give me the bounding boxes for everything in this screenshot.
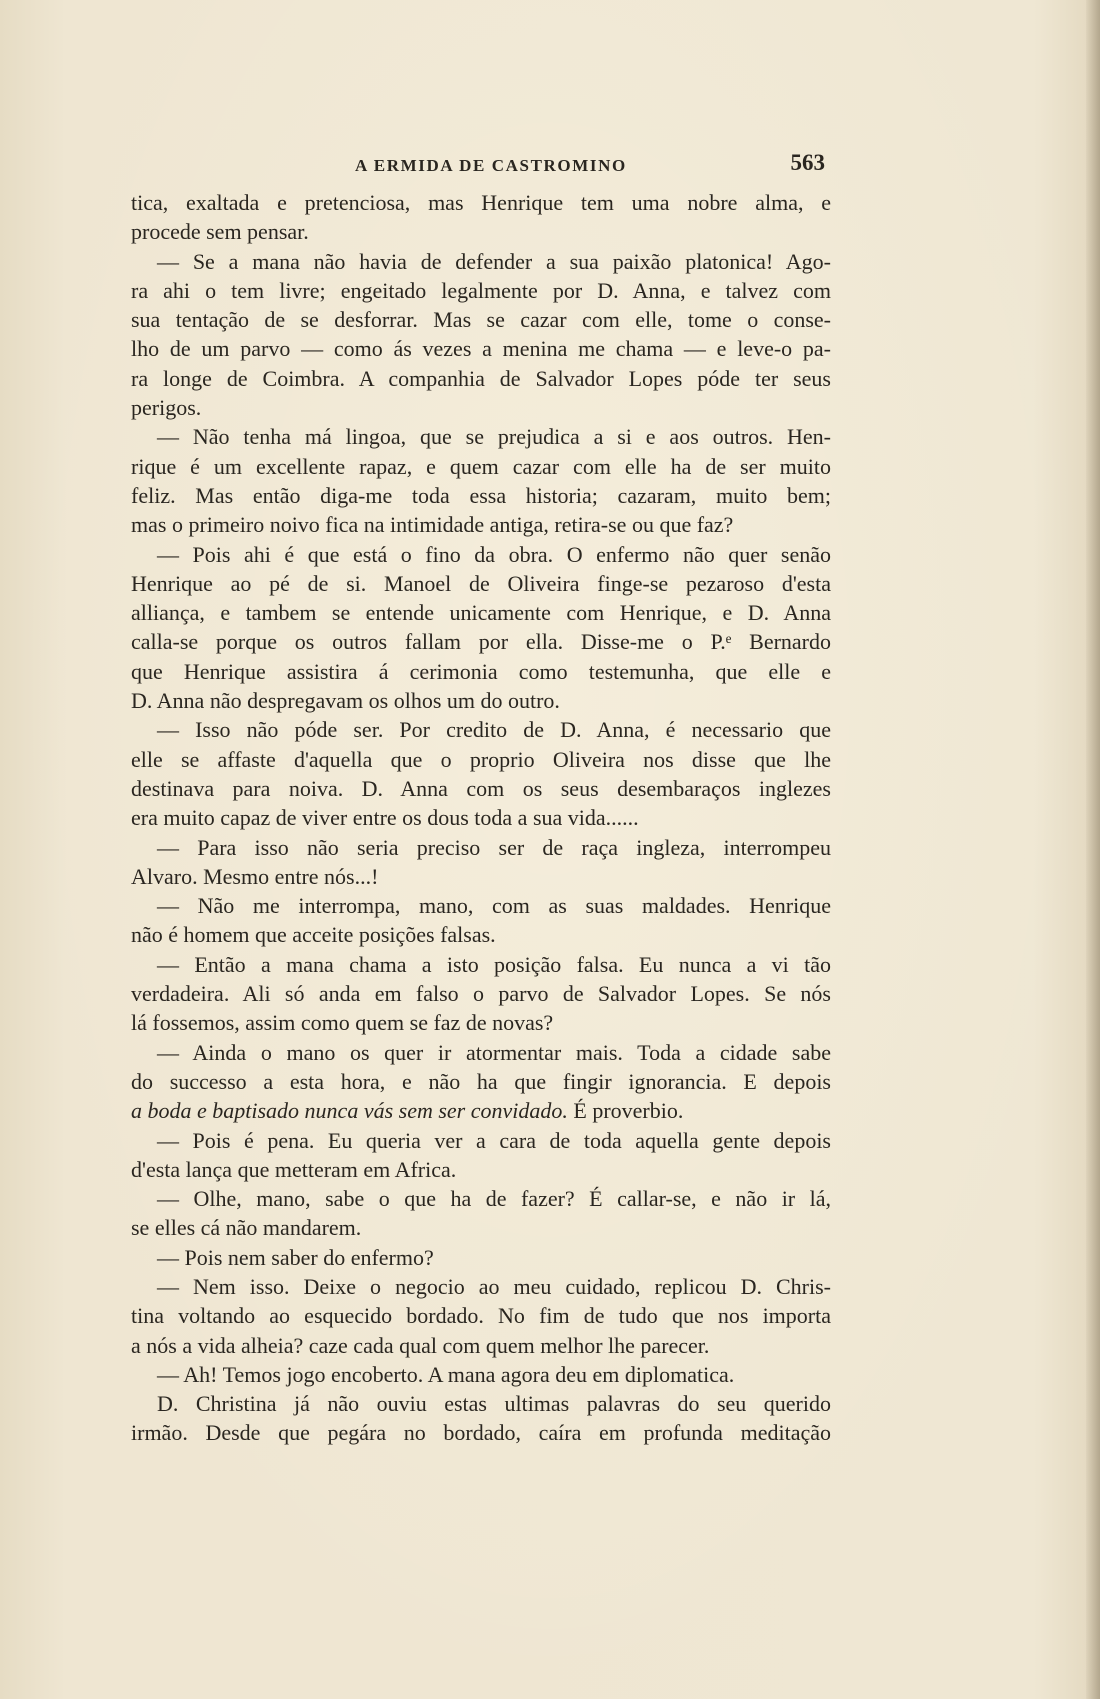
text-line: não é homem que acceite posições falsas. [131,922,496,948]
text-line: feliz. Mas então diga-me toda essa historia; cazaram, muito bem; [131,482,831,508]
text-line: elle se affaste d'aquella que o proprio Oliveira nos disse que lhe [131,746,831,772]
text-line: rique é um excellente rapaz, e quem cazar com elle ha de ser muito [131,453,831,479]
running-title: A ERMIDA DE CASTROMINO [355,156,627,175]
text-line: D. Anna não despregavam os olhos um do outro. [131,688,560,714]
text-line: Henrique ao pé de si. Manoel de Oliveira finge-se pezaroso d'esta [131,570,831,596]
text-line: que Henrique assistira á cerimonia como testemunha, que elle e [131,658,831,684]
text-line: do successo a esta hora, e não ha que fingir ignorancia. E depois [131,1068,831,1094]
text-line: mas o primeiro noivo fica na intimidade antiga, retira-se ou que faz? [131,512,734,538]
text-line [131,1096,831,1125]
text-line: — Então a mana chama a isto posição falsa. Eu nunca a vi tão [157,951,831,977]
text-line: — Ah! Temos jogo encoberto. A mana agora deu em diplomatica. [157,1361,735,1387]
text-line: — Pois é pena. Eu queria ver a cara de toda aquella gente depois [157,1127,831,1153]
text-line: perigos. [131,395,202,421]
text-line: tica, exaltada e pretenciosa, mas Henrique tem uma nobre alma, e [131,190,831,215]
text-line: — Ainda o mano os quer ir atormentar mais. Toda a cidade sabe [157,1039,831,1065]
text-line: — Não me interrompa, mano, com as suas maldades. Henrique [157,893,831,919]
text-line: alliança, e tambem se entende unicamente com Henrique, e D. Anna [131,600,831,626]
page-header [135,150,825,180]
text-line: — Isso não póde ser. Por credito de D. Anna, é necessario que [157,717,831,743]
italic-proverb: a boda e baptisado nunca vás sem ser convidado. [131,1098,568,1124]
text-line: — Nem isso. Deixe o negocio ao meu cuidado, replicou D. Chris- [157,1273,831,1299]
text-line: se elles cá não mandarem. [131,1215,362,1241]
text-line: — Para isso não seria preciso ser de raça ingleza, interrompeu [157,834,831,860]
page-number: 563 [790,150,825,175]
text-line: D. Christina já não ouviu estas ultimas palavras do seu querido [157,1391,831,1417]
text-line: lá fossemos, assim como quem se faz de novas? [131,1010,554,1036]
text-line: calla-se porque os outros fallam por ella. Disse-me o P.ᵉ Bernardo [131,629,831,655]
text-line: — Não tenha má lingoa, que se prejudica a si e aos outros. Hen- [157,424,831,450]
text-line: ra ahi o tem livre; engeitado legalmente por D. Anna, e talvez com [131,277,831,303]
text-line: — Se a mana não havia de defender a sua paixão platonica! Ago- [157,248,831,274]
text-line: tina voltando ao esquecido bordado. No fim de tudo que nos importa [131,1303,831,1329]
text-line: sua tentação de se desforrar. Mas se cazar com elle, tome o conse- [131,307,831,333]
text-line: — Pois ahi é que está o fino da obra. O enfermo não quer senão [157,541,831,567]
text-line: era muito capaz de viver entre os dous toda a sua vida...... [131,805,639,831]
text-line: a nós a vida alheia? caze cada qual com quem melhor lhe parecer. [131,1332,710,1358]
text-line: — Olhe, mano, sabe o que ha de fazer? É callar-se, e não ir lá, [157,1186,831,1212]
text-line: lho de um parvo — como ás vezes a menina me chama — e leve-o pa- [131,336,831,362]
text-line: verdadeira. Ali só anda em falso o parvo de Salvador Lopes. Se nós [131,981,831,1007]
text-line: ra longe de Coimbra. A companhia de Salvador Lopes póde ter seus [131,365,831,391]
line-remainder: É proverbio. [567,1098,684,1124]
text-line: destinava para noiva. D. Anna com os seus desembaraços inglezes [131,775,831,801]
text-line: Alvaro. Mesmo entre nós...! [131,863,379,889]
text-line: irmão. Desde que pegára no bordado, caíra em profunda meditação [131,1420,831,1446]
text-line: procede sem pensar. [131,219,309,245]
text-line: d'esta lança que metteram em Africa. [131,1156,457,1182]
text-line: — Pois nem saber do enfermo? [157,1244,434,1270]
page-edge-shadow [1086,0,1100,1699]
body-text [131,188,831,1448]
